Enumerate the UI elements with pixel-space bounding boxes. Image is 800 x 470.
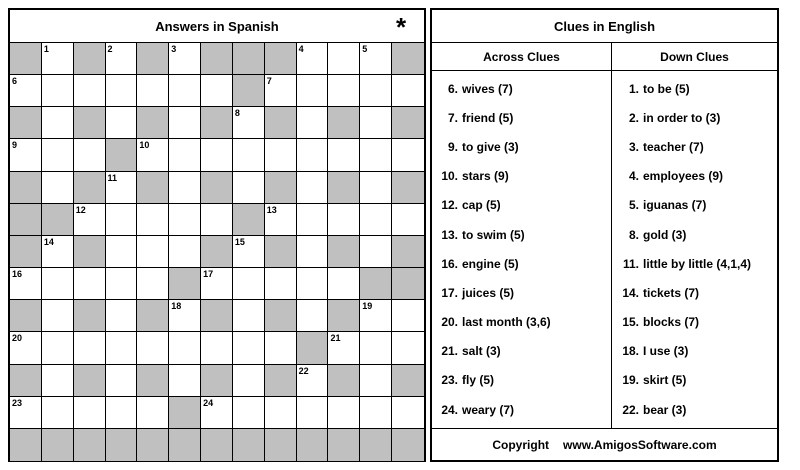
grid-cell[interactable] <box>297 268 329 300</box>
down-clue <box>613 337 777 366</box>
grid-cell-blocked <box>10 429 42 461</box>
clue-number: 21 <box>330 333 341 344</box>
copyright-site: www.AmigosSoftware.com <box>563 437 717 452</box>
clue-num: 10. <box>441 169 458 184</box>
clue-text: skirt (5) <box>643 373 687 388</box>
grid-cell[interactable] <box>106 332 138 364</box>
clue-text: wives (7) <box>462 81 513 96</box>
grid-cell[interactable] <box>297 172 329 204</box>
grid-cell[interactable] <box>74 204 106 236</box>
grid-cell[interactable] <box>106 397 138 429</box>
grid-cell-blocked <box>360 268 392 300</box>
grid-cell-blocked <box>392 172 424 204</box>
grid-cell-blocked <box>201 365 233 397</box>
clue-num: 7. <box>447 110 458 125</box>
grid-cell-blocked <box>10 172 42 204</box>
grid-cell[interactable] <box>360 397 392 429</box>
grid-cell-blocked <box>169 429 201 461</box>
grid-cell[interactable] <box>106 172 138 204</box>
grid-cell[interactable] <box>169 300 201 332</box>
grid-cell[interactable] <box>265 397 297 429</box>
grid-cell[interactable] <box>74 139 106 171</box>
clue-text: engine (5) <box>462 256 519 271</box>
grid-cell[interactable] <box>10 397 42 429</box>
grid-cell[interactable] <box>106 75 138 107</box>
across-clue <box>432 395 612 424</box>
across-clue <box>432 366 612 395</box>
grid-cell[interactable] <box>201 268 233 300</box>
grid-cell[interactable] <box>10 75 42 107</box>
grid-cell[interactable] <box>392 204 424 236</box>
grid-cell-blocked <box>265 43 297 75</box>
grid-cell-blocked <box>201 236 233 268</box>
grid-cell-blocked <box>265 429 297 461</box>
grid-cell-blocked <box>137 43 169 75</box>
clue-num: 21. <box>441 344 458 359</box>
clue-num: 16. <box>441 256 458 271</box>
grid-cell[interactable] <box>169 139 201 171</box>
grid-cell[interactable] <box>360 107 392 139</box>
grid-cell[interactable] <box>42 139 74 171</box>
grid-cell[interactable] <box>201 139 233 171</box>
grid-cell[interactable] <box>106 300 138 332</box>
grid-cell[interactable] <box>297 300 329 332</box>
grid-cell[interactable] <box>137 75 169 107</box>
grid-cell[interactable] <box>328 139 360 171</box>
grid-cell-blocked <box>10 204 42 236</box>
grid-cell[interactable] <box>201 332 233 364</box>
clue-text: I use (3) <box>643 344 689 359</box>
clue-number: 17 <box>203 269 214 280</box>
grid-cell[interactable] <box>169 365 201 397</box>
clue-num: 9. <box>447 139 458 154</box>
grid-cell-blocked <box>328 172 360 204</box>
grid-cell-blocked <box>74 429 106 461</box>
grid-cell-blocked <box>392 268 424 300</box>
clue-text: teacher (7) <box>643 139 704 154</box>
grid-cell[interactable] <box>328 397 360 429</box>
grid-cell[interactable] <box>42 75 74 107</box>
grid-cell-blocked <box>328 365 360 397</box>
grid-cell-blocked <box>392 236 424 268</box>
grid-cell-blocked <box>201 429 233 461</box>
clue-number: 3 <box>171 44 177 54</box>
grid-cell[interactable] <box>265 75 297 107</box>
clue-text: weary (7) <box>462 402 515 417</box>
grid-cell[interactable] <box>297 397 329 429</box>
clue-number: 14 <box>43 236 54 247</box>
grid-cell-blocked <box>265 365 297 397</box>
grid-cell-blocked <box>10 43 42 75</box>
clue-number: 12 <box>75 204 86 215</box>
clue-text: tickets (7) <box>643 285 700 300</box>
grid-cell[interactable] <box>360 332 392 364</box>
clue-num: 19. <box>622 373 639 388</box>
clue-num: 4. <box>628 169 639 184</box>
down-clue <box>613 220 777 249</box>
grid-cell[interactable] <box>360 75 392 107</box>
grid-cell[interactable] <box>169 172 201 204</box>
grid-cell[interactable] <box>42 300 74 332</box>
clue-num: 11. <box>622 256 639 271</box>
grid-cell-blocked <box>201 172 233 204</box>
grid-cell[interactable] <box>233 172 265 204</box>
grid-cell[interactable] <box>265 204 297 236</box>
down-clue <box>613 132 777 161</box>
grid-cell-blocked <box>10 300 42 332</box>
grid-cell-blocked <box>74 43 106 75</box>
grid-cell[interactable] <box>137 332 169 364</box>
grid-cell-blocked <box>392 365 424 397</box>
across-clues-list <box>432 74 612 424</box>
grid-cell-blocked <box>10 236 42 268</box>
grid-cell-blocked <box>10 365 42 397</box>
down-clue <box>613 249 777 278</box>
grid-cell[interactable] <box>233 365 265 397</box>
grid-cell[interactable] <box>42 236 74 268</box>
clue-number: 5 <box>362 44 368 54</box>
grid-cell[interactable] <box>169 204 201 236</box>
grid-cell-blocked <box>106 429 138 461</box>
down-clue <box>613 308 777 337</box>
clue-number: 10 <box>139 140 150 151</box>
grid-cell-blocked <box>265 236 297 268</box>
grid-cell-blocked <box>297 429 329 461</box>
clue-num: 17. <box>441 285 458 300</box>
grid-cell[interactable] <box>360 172 392 204</box>
clue-number: 6 <box>12 76 18 87</box>
grid-cell-blocked <box>74 236 106 268</box>
grid-cell[interactable] <box>233 236 265 268</box>
grid-cell[interactable] <box>265 139 297 171</box>
grid-cell[interactable] <box>106 43 138 75</box>
grid-cell-blocked <box>392 429 424 461</box>
clue-text: cap (5) <box>462 198 501 213</box>
down-clue <box>613 395 777 424</box>
answers-panel <box>8 8 426 462</box>
grid-cell[interactable] <box>265 332 297 364</box>
grid-cell[interactable] <box>74 397 106 429</box>
grid-cell-blocked <box>233 75 265 107</box>
grid-cell-blocked <box>201 43 233 75</box>
grid-cell-blocked <box>137 172 169 204</box>
down-clue <box>613 74 777 103</box>
down-clues-list <box>613 74 777 424</box>
clue-num: 3. <box>628 139 639 154</box>
clue-number: 4 <box>298 44 304 54</box>
clue-num: 24. <box>441 402 458 417</box>
grid-cell[interactable] <box>297 43 329 75</box>
down-clue <box>613 366 777 395</box>
grid-cell[interactable] <box>201 75 233 107</box>
down-clue <box>613 162 777 191</box>
clue-num: 20. <box>441 315 458 330</box>
grid-cell-blocked <box>392 43 424 75</box>
clue-num: 23. <box>441 373 458 388</box>
clue-num: 14. <box>622 285 639 300</box>
clue-text: iguanas (7) <box>643 198 707 213</box>
down-clue <box>613 103 777 132</box>
grid-cell-blocked <box>137 300 169 332</box>
clue-text: blocks (7) <box>643 315 700 330</box>
grid-cell[interactable] <box>201 204 233 236</box>
clue-num: 12. <box>441 198 458 213</box>
grid-cell-blocked <box>74 365 106 397</box>
grid-cell-blocked <box>233 204 265 236</box>
grid-cell-blocked <box>392 107 424 139</box>
grid-cell-blocked <box>74 107 106 139</box>
clue-number: 11 <box>107 172 118 183</box>
clue-number: 7 <box>266 76 272 87</box>
clue-text: last month (3,6) <box>462 315 551 330</box>
grid-cell[interactable] <box>297 75 329 107</box>
grid-cell[interactable] <box>42 172 74 204</box>
clue-num: 6. <box>447 81 458 96</box>
clue-number: 15 <box>234 236 245 247</box>
across-clue <box>432 220 612 249</box>
grid-cell-blocked <box>265 300 297 332</box>
clue-num: 1. <box>628 81 639 96</box>
clue-text: employees (9) <box>643 169 724 184</box>
grid-cell[interactable] <box>42 332 74 364</box>
clue-number: 18 <box>171 301 182 312</box>
grid-cell[interactable] <box>297 236 329 268</box>
grid-cell[interactable] <box>297 107 329 139</box>
clue-number: 13 <box>266 204 277 215</box>
grid-cell[interactable] <box>360 300 392 332</box>
grid-cell-blocked <box>328 429 360 461</box>
clue-text: stars (9) <box>462 169 509 184</box>
grid-cell[interactable] <box>392 75 424 107</box>
clue-num: 5. <box>628 198 639 213</box>
across-clue <box>432 103 612 132</box>
grid-cell[interactable] <box>360 236 392 268</box>
grid-cell-blocked <box>169 397 201 429</box>
grid-cell-blocked <box>328 300 360 332</box>
clue-text: to be (5) <box>643 81 690 96</box>
grid-cell-blocked <box>106 139 138 171</box>
grid-cell[interactable] <box>74 75 106 107</box>
grid-cell[interactable] <box>42 365 74 397</box>
clue-text: friend (5) <box>462 110 514 125</box>
clue-text: salt (3) <box>462 344 501 359</box>
clue-text: in order to (3) <box>643 110 721 125</box>
grid-cell[interactable] <box>328 75 360 107</box>
grid-cell-blocked <box>169 268 201 300</box>
grid-cell[interactable] <box>360 365 392 397</box>
clue-number: 19 <box>362 301 373 312</box>
across-clue <box>432 132 612 161</box>
grid-cell[interactable] <box>392 300 424 332</box>
grid-cell[interactable] <box>233 332 265 364</box>
clue-num: 15. <box>622 315 639 330</box>
grid-cell-blocked <box>233 43 265 75</box>
copyright-label: Copyright <box>492 437 550 452</box>
grid-cell-blocked <box>265 107 297 139</box>
grid-cell-blocked <box>233 429 265 461</box>
grid-cell[interactable] <box>10 268 42 300</box>
grid-cell[interactable] <box>42 268 74 300</box>
clue-num: 8. <box>628 227 639 242</box>
grid-cell[interactable] <box>74 268 106 300</box>
across-clue <box>432 278 612 307</box>
grid-cell[interactable] <box>137 139 169 171</box>
grid-cell[interactable] <box>169 107 201 139</box>
grid-cell-blocked <box>42 429 74 461</box>
clue-number: 16 <box>12 269 23 280</box>
grid-cell-blocked <box>42 204 74 236</box>
grid-cell[interactable] <box>233 397 265 429</box>
clue-text: to swim (5) <box>462 227 525 242</box>
grid-cell-blocked <box>137 365 169 397</box>
grid-cell-blocked <box>201 107 233 139</box>
grid-cell[interactable] <box>233 300 265 332</box>
grid-cell-blocked <box>328 236 360 268</box>
grid-cell-blocked <box>137 107 169 139</box>
grid-cell[interactable] <box>297 204 329 236</box>
grid-cell[interactable] <box>360 139 392 171</box>
grid-cell[interactable] <box>297 365 329 397</box>
grid-cell[interactable] <box>360 204 392 236</box>
grid-cell[interactable] <box>10 332 42 364</box>
grid-cell[interactable] <box>392 397 424 429</box>
grid-cell[interactable] <box>169 236 201 268</box>
clue-number: 1 <box>43 44 49 54</box>
grid-cell[interactable] <box>42 43 74 75</box>
star-icon[interactable]: * <box>396 12 407 42</box>
copyright-footer <box>432 428 777 460</box>
across-clue <box>432 74 612 103</box>
clue-number: 22 <box>298 365 309 376</box>
clue-text: gold (3) <box>643 227 687 242</box>
grid-cell-blocked <box>201 300 233 332</box>
clue-num: 13. <box>441 227 458 242</box>
grid-cell[interactable] <box>328 332 360 364</box>
grid-cell-blocked <box>137 429 169 461</box>
clues-panel <box>430 8 779 462</box>
grid-cell[interactable] <box>360 43 392 75</box>
clue-num: 2. <box>628 110 639 125</box>
grid-cell[interactable] <box>169 43 201 75</box>
grid-cell[interactable] <box>106 268 138 300</box>
clue-text: bear (3) <box>643 402 687 417</box>
grid-cell-blocked <box>74 300 106 332</box>
grid-cell-blocked <box>10 107 42 139</box>
down-clue <box>613 278 777 307</box>
grid-cell[interactable] <box>74 332 106 364</box>
grid-cell[interactable] <box>169 332 201 364</box>
clue-number: 8 <box>234 108 240 119</box>
grid-cell[interactable] <box>297 139 329 171</box>
clue-num: 22. <box>622 402 639 417</box>
grid-cell[interactable] <box>10 139 42 171</box>
across-clue <box>432 337 612 366</box>
grid-cell[interactable] <box>233 268 265 300</box>
grid-cell[interactable] <box>137 204 169 236</box>
grid-cell[interactable] <box>233 107 265 139</box>
grid-cell[interactable] <box>106 365 138 397</box>
grid-cell[interactable] <box>137 236 169 268</box>
grid-cell[interactable] <box>106 107 138 139</box>
grid-cell[interactable] <box>42 397 74 429</box>
down-clue <box>613 191 777 220</box>
clue-number: 9 <box>12 140 18 151</box>
down-clues-header: Down Clues <box>612 43 777 71</box>
grid-cell[interactable] <box>265 268 297 300</box>
across-clue <box>432 162 612 191</box>
grid-cell-blocked <box>265 172 297 204</box>
grid-cell-blocked <box>328 107 360 139</box>
grid-cell[interactable] <box>392 139 424 171</box>
answers-title: Answers in Spanish <box>155 18 279 34</box>
grid-cell[interactable] <box>328 43 360 75</box>
grid-cell[interactable] <box>137 268 169 300</box>
across-clue <box>432 249 612 278</box>
clue-text: to give (3) <box>462 139 519 154</box>
grid-cell[interactable] <box>106 204 138 236</box>
clue-number: 23 <box>12 397 23 408</box>
grid-cell[interactable] <box>328 204 360 236</box>
grid-cell[interactable] <box>137 397 169 429</box>
clue-text: fly (5) <box>462 373 495 388</box>
grid-cell[interactable] <box>106 236 138 268</box>
clue-number: 24 <box>203 397 214 408</box>
grid-cell[interactable] <box>201 397 233 429</box>
clue-num: 18. <box>622 344 639 359</box>
crossword-grid <box>10 42 424 461</box>
grid-cell[interactable] <box>42 107 74 139</box>
clues-title: Clues in English <box>432 10 777 43</box>
across-clue <box>432 191 612 220</box>
clue-text: juices (5) <box>462 285 515 300</box>
grid-cell[interactable] <box>392 332 424 364</box>
grid-cell-blocked <box>297 332 329 364</box>
grid-cell-blocked <box>74 172 106 204</box>
clue-number: 2 <box>107 44 113 54</box>
across-clues-header: Across Clues <box>432 43 612 71</box>
grid-cell[interactable] <box>233 139 265 171</box>
grid-cell-blocked <box>360 429 392 461</box>
clue-text: little by little (4,1,4) <box>643 256 752 271</box>
clue-number: 20 <box>12 333 23 344</box>
across-clue <box>432 308 612 337</box>
grid-cell[interactable] <box>169 75 201 107</box>
grid-cell[interactable] <box>328 268 360 300</box>
